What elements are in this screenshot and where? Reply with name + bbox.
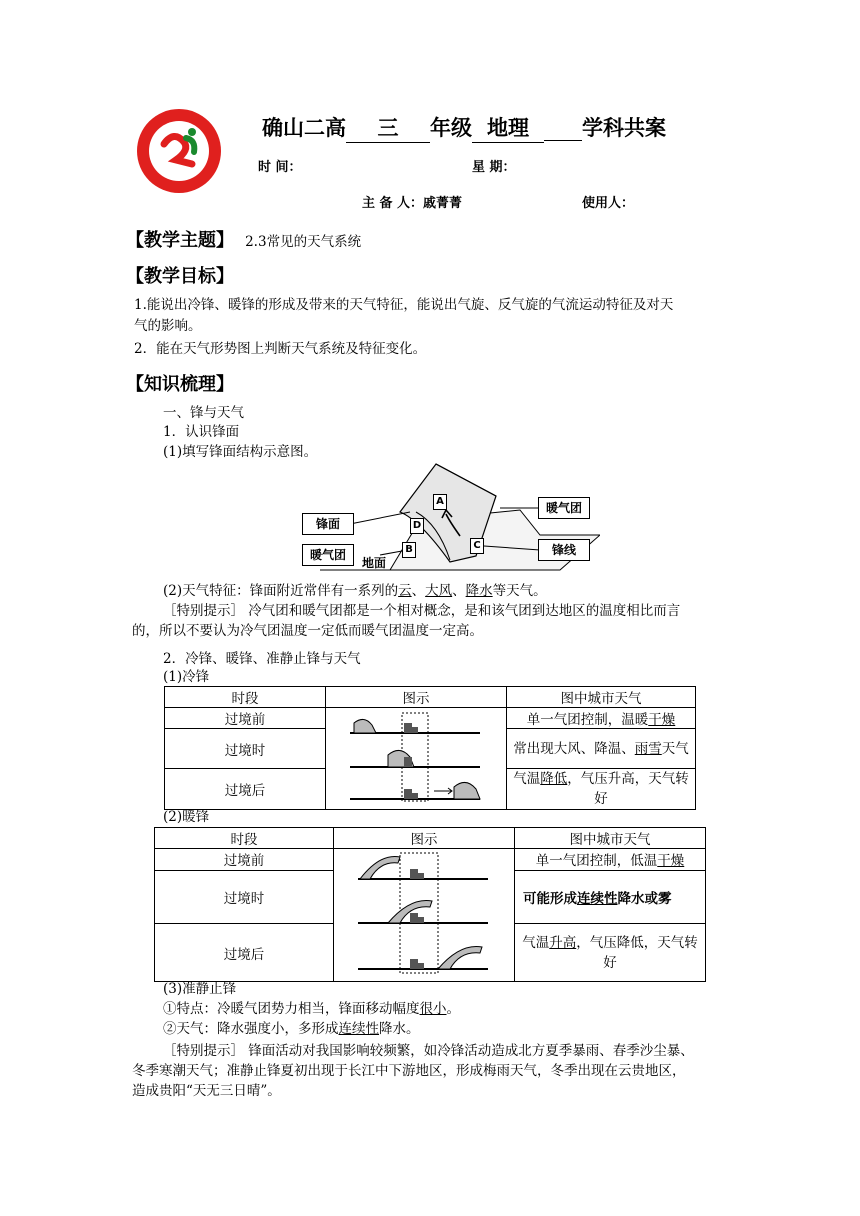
weather-features-end: 等天气。 — [492, 583, 547, 599]
school-logo — [136, 108, 222, 194]
table-row — [165, 708, 696, 729]
knowledge-heading: 【知识梳理】 — [126, 374, 234, 395]
warm-header-weather: 图中城市天气 — [515, 828, 706, 849]
subsection-front-surface: 1．认识锋面 — [163, 424, 240, 440]
cell-text-end: ，气压降低，天气转好 — [576, 934, 698, 971]
warm-weather-during — [515, 870, 706, 924]
cold-weather-during — [507, 729, 696, 769]
grade-field: 三 — [346, 112, 430, 143]
diagram-label-a: A — [433, 494, 447, 510]
diagram-ground-label: 地面 — [362, 556, 387, 570]
cell-answer: 升高 — [549, 934, 577, 951]
stationary-front-label: (3)准静止锋 — [163, 981, 237, 997]
subsection-fronts: 2．冷锋、暖锋、准静止锋与天气 — [163, 651, 361, 667]
grade-word: 年级 — [430, 116, 472, 140]
warm-weather-before — [515, 849, 706, 871]
cold-front-label: (1)冷锋 — [163, 669, 210, 685]
topic-value: 2.3常见的天气系统 — [245, 234, 362, 250]
stationary-weather — [163, 1018, 420, 1040]
cell-text: 单一气团控制，温暖 — [526, 712, 649, 728]
stationary-feature — [163, 998, 460, 1020]
tip-2-line-1: ［特别提示］ 锋面活动对我国影响较频繁，如冷锋活动造成北方夏季暴雨、春季沙尘暴、 — [163, 1043, 694, 1059]
answer-wind: 大风 — [425, 583, 453, 599]
cell-answer: 连续性 — [577, 890, 618, 907]
warm-front-table — [154, 827, 706, 982]
answer-continuous: 连续性 — [338, 1021, 379, 1037]
title-tail: 学科共案 — [582, 116, 666, 140]
warm-weather-after — [515, 924, 706, 982]
weather-features-text: (2)天气特征：锋面附近常伴有一系列的 — [163, 583, 399, 599]
document-title — [262, 112, 666, 143]
warm-front-label: (2)暖锋 — [163, 809, 210, 825]
week-label: 星 期： — [472, 160, 516, 175]
cell-text: 单一气团控制，低温 — [535, 853, 658, 870]
tip-2-line-2: 冬季寒潮天气；准静止锋夏初出现于长江中下游地区，形成梅雨天气，冬季出现在云贵地区， — [132, 1063, 686, 1079]
cold-header-weather: 图中城市天气 — [507, 687, 696, 708]
goal-line-2: 气的影响。 — [134, 318, 202, 334]
stationary-weather-text: ②天气：降水强度小，多形成 — [163, 1021, 339, 1037]
cell-text: 常出现大风、降温、 — [513, 740, 635, 757]
subject-blank-tail — [544, 116, 582, 141]
warm-period: 过境时 — [155, 870, 334, 924]
stationary-feature-text: ①特点：冷暖气团势力相当，锋面移动幅度 — [163, 1001, 420, 1017]
cold-weather-after — [507, 769, 696, 810]
tip-1-line-1: ［特别提示］ 冷气团和暖气团都是一个相对概念，是和该气团到达地区的温度相比而言 — [163, 603, 681, 619]
diagram-warm-mass-left: 暖气团 — [302, 544, 354, 566]
warm-period: 过境前 — [155, 849, 334, 871]
cold-front-figure — [326, 708, 507, 810]
topic-heading: 【教学主题】 — [126, 230, 234, 251]
cell-text: 可能形成 — [523, 890, 577, 907]
stationary-weather-end: 降水。 — [379, 1021, 420, 1037]
cell-text-end: ，气压升高，天气转好 — [567, 771, 689, 807]
answer-small: 很小 — [419, 1001, 447, 1017]
diagram-label-d: D — [410, 518, 424, 534]
subject-field: 地理 — [472, 112, 544, 143]
cold-weather-before — [507, 708, 696, 729]
instruction-fill-diagram: (1)填写锋面结构示意图。 — [163, 444, 318, 460]
school-name: 确山二高 — [262, 116, 346, 140]
table-row — [155, 849, 706, 871]
front-structure-diagram — [300, 460, 600, 572]
cold-period: 过境前 — [165, 708, 326, 729]
warm-period: 过境后 — [155, 924, 334, 982]
cold-period: 过境后 — [165, 769, 326, 810]
cell-text: 气温 — [522, 934, 550, 951]
answer-cloud: 云 — [398, 583, 412, 599]
answer-rain: 降水 — [465, 583, 493, 599]
diagram-warm-mass-right: 暖气团 — [538, 497, 590, 519]
diagram-label-b: B — [402, 542, 416, 558]
cell-answer: 干燥 — [657, 853, 685, 870]
sep-2: 、 — [452, 583, 466, 599]
cell-text-end: 降水或雾 — [617, 890, 672, 907]
cell-answer: 雨雪 — [634, 740, 662, 757]
diagram-front-line-box: 锋线 — [538, 539, 590, 561]
cold-period: 过境时 — [165, 729, 326, 769]
warm-header-period: 时段 — [155, 828, 334, 849]
warm-front-figure — [334, 849, 515, 982]
topic-row — [126, 226, 361, 253]
section-front-weather: 一、锋与天气 — [163, 405, 244, 421]
cell-answer: 降低 — [540, 771, 568, 787]
tip-2-line-3: 造成贵阳“天无三日晴”。 — [132, 1083, 281, 1099]
cold-front-table — [164, 686, 696, 810]
tip-1-line-2: 的，所以不要认为冷气团温度一定低而暖气团温度一定高。 — [132, 623, 483, 639]
cold-header-period: 时段 — [165, 687, 326, 708]
stationary-feature-end: 。 — [446, 1001, 460, 1017]
warm-header-figure: 图示 — [334, 828, 515, 849]
diagram-front-box: 锋面 — [302, 513, 354, 535]
goal-line-1: 1.能说出冷锋、暖锋的形成及带来的天气特征，能说出气旋、反气旋的气流运动特征及对天 — [134, 297, 674, 313]
cell-answer: 干燥 — [648, 712, 676, 728]
time-label: 时 间： — [258, 160, 302, 175]
cell-text-end: 天气 — [661, 740, 689, 757]
user-label: 使用人： — [582, 196, 635, 211]
sep-1: 、 — [411, 583, 426, 599]
goals-heading: 【教学目标】 — [126, 266, 234, 287]
diagram-label-c: C — [470, 538, 484, 554]
weather-features — [163, 580, 547, 602]
cold-header-figure: 图示 — [326, 687, 507, 708]
author-label: 主 备 人：戚菁菁 — [362, 196, 463, 211]
cell-text: 气温 — [513, 771, 541, 787]
goal-line-3: 2．能在天气形势图上判断天气系统及特征变化。 — [134, 341, 427, 357]
